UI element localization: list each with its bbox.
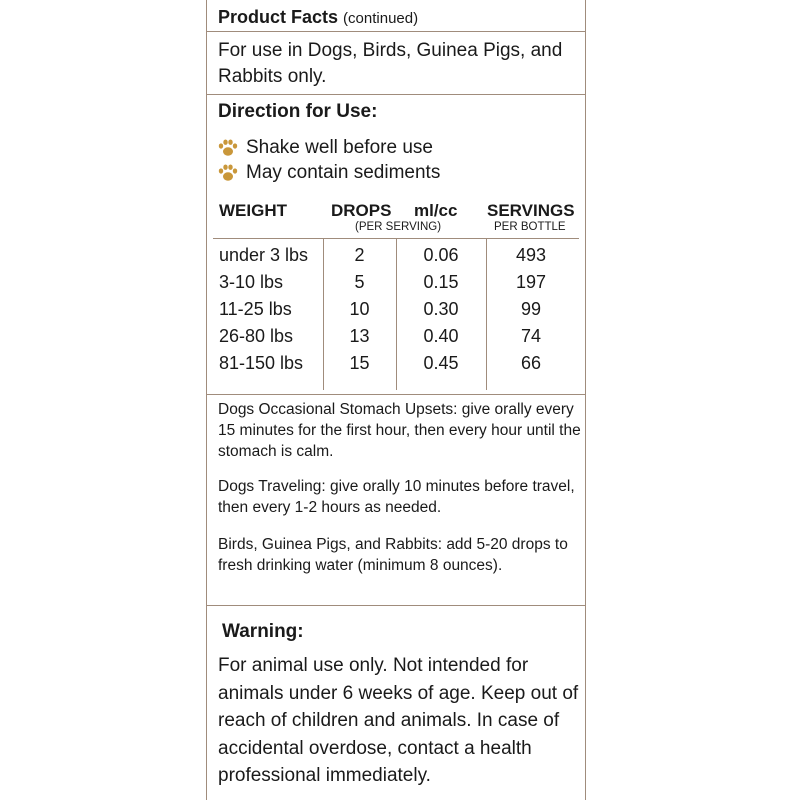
col-subheader-servings: PER BOTTLE	[494, 221, 566, 233]
note-paragraph: Dogs Occasional Stomach Upsets: give orally every 15 minutes for the first hour, then every hour until the stomach is calm.	[218, 401, 581, 460]
section-title	[218, 7, 418, 28]
table-cell-drops: 15	[349, 353, 370, 373]
table-cell-drops: 13	[349, 326, 370, 346]
table-cell-ml: 0.30	[423, 299, 459, 319]
table-cell-drops: 10	[349, 299, 370, 319]
paw-icon	[218, 164, 238, 182]
col-header-weight: WEIGHT	[219, 201, 287, 220]
bullet-item	[218, 137, 433, 159]
paw-icon	[218, 139, 238, 157]
table-cell-weight: 11-25 lbs	[219, 299, 292, 319]
table-cell-ml: 0.40	[423, 326, 459, 346]
divider	[207, 394, 585, 395]
divider	[207, 31, 585, 32]
warning-text: For animal use only. Not intended for animals under 6 weeks of age. Keep out of reach of children and animals. In case of accidental overdose, contact a health professional immediately.	[218, 655, 579, 786]
table-cell-servings: 74	[520, 326, 542, 346]
table-cell-weight: under 3 lbs	[219, 245, 309, 265]
col-header-drops: DROPS	[331, 201, 392, 220]
table-cell-ml: 0.06	[423, 245, 459, 265]
table-cell-servings: 197	[515, 272, 547, 292]
col-header-ml: ml/cc	[414, 201, 458, 220]
table-cell-servings: 99	[520, 299, 542, 319]
table-cell-servings: 66	[520, 353, 542, 373]
note-paragraph: Birds, Guinea Pigs, and Rabbits: add 5-20 drops to fresh drinking water (minimum 8 ounces).	[218, 536, 568, 574]
warning-heading: Warning:	[222, 621, 304, 642]
bullet-text: Shake well before use	[246, 137, 433, 158]
col-header-servings: SERVINGS	[487, 201, 575, 220]
product-facts-panel	[206, 0, 586, 800]
table-cell-ml: 0.45	[423, 353, 459, 373]
col-subheader-drops: (PER SERVING)	[355, 221, 442, 233]
table-cell-weight: 81-150 lbs	[219, 353, 304, 373]
bullet-text: May contain sediments	[246, 162, 441, 183]
note-paragraph: Dogs Traveling: give orally 10 minutes before travel, then every 1-2 hours as needed.	[218, 478, 575, 516]
table-cell-weight: 26-80 lbs	[219, 326, 294, 346]
table-cell-weight: 3-10 lbs	[219, 272, 284, 292]
divider	[207, 94, 585, 95]
bullet-item	[218, 162, 440, 184]
table-cell-drops: 5	[354, 272, 365, 292]
directions-heading: Direction for Use:	[218, 101, 378, 122]
title-continued: (continued)	[343, 10, 419, 27]
table-cell-drops: 2	[354, 245, 365, 265]
intro-text: For use in Dogs, Birds, Guinea Pigs, and Rabbits only.	[218, 40, 563, 87]
divider	[207, 605, 585, 606]
table-cell-servings: 493	[515, 245, 547, 265]
title-text: Product Facts	[218, 7, 339, 27]
table-cell-ml: 0.15	[423, 272, 459, 292]
